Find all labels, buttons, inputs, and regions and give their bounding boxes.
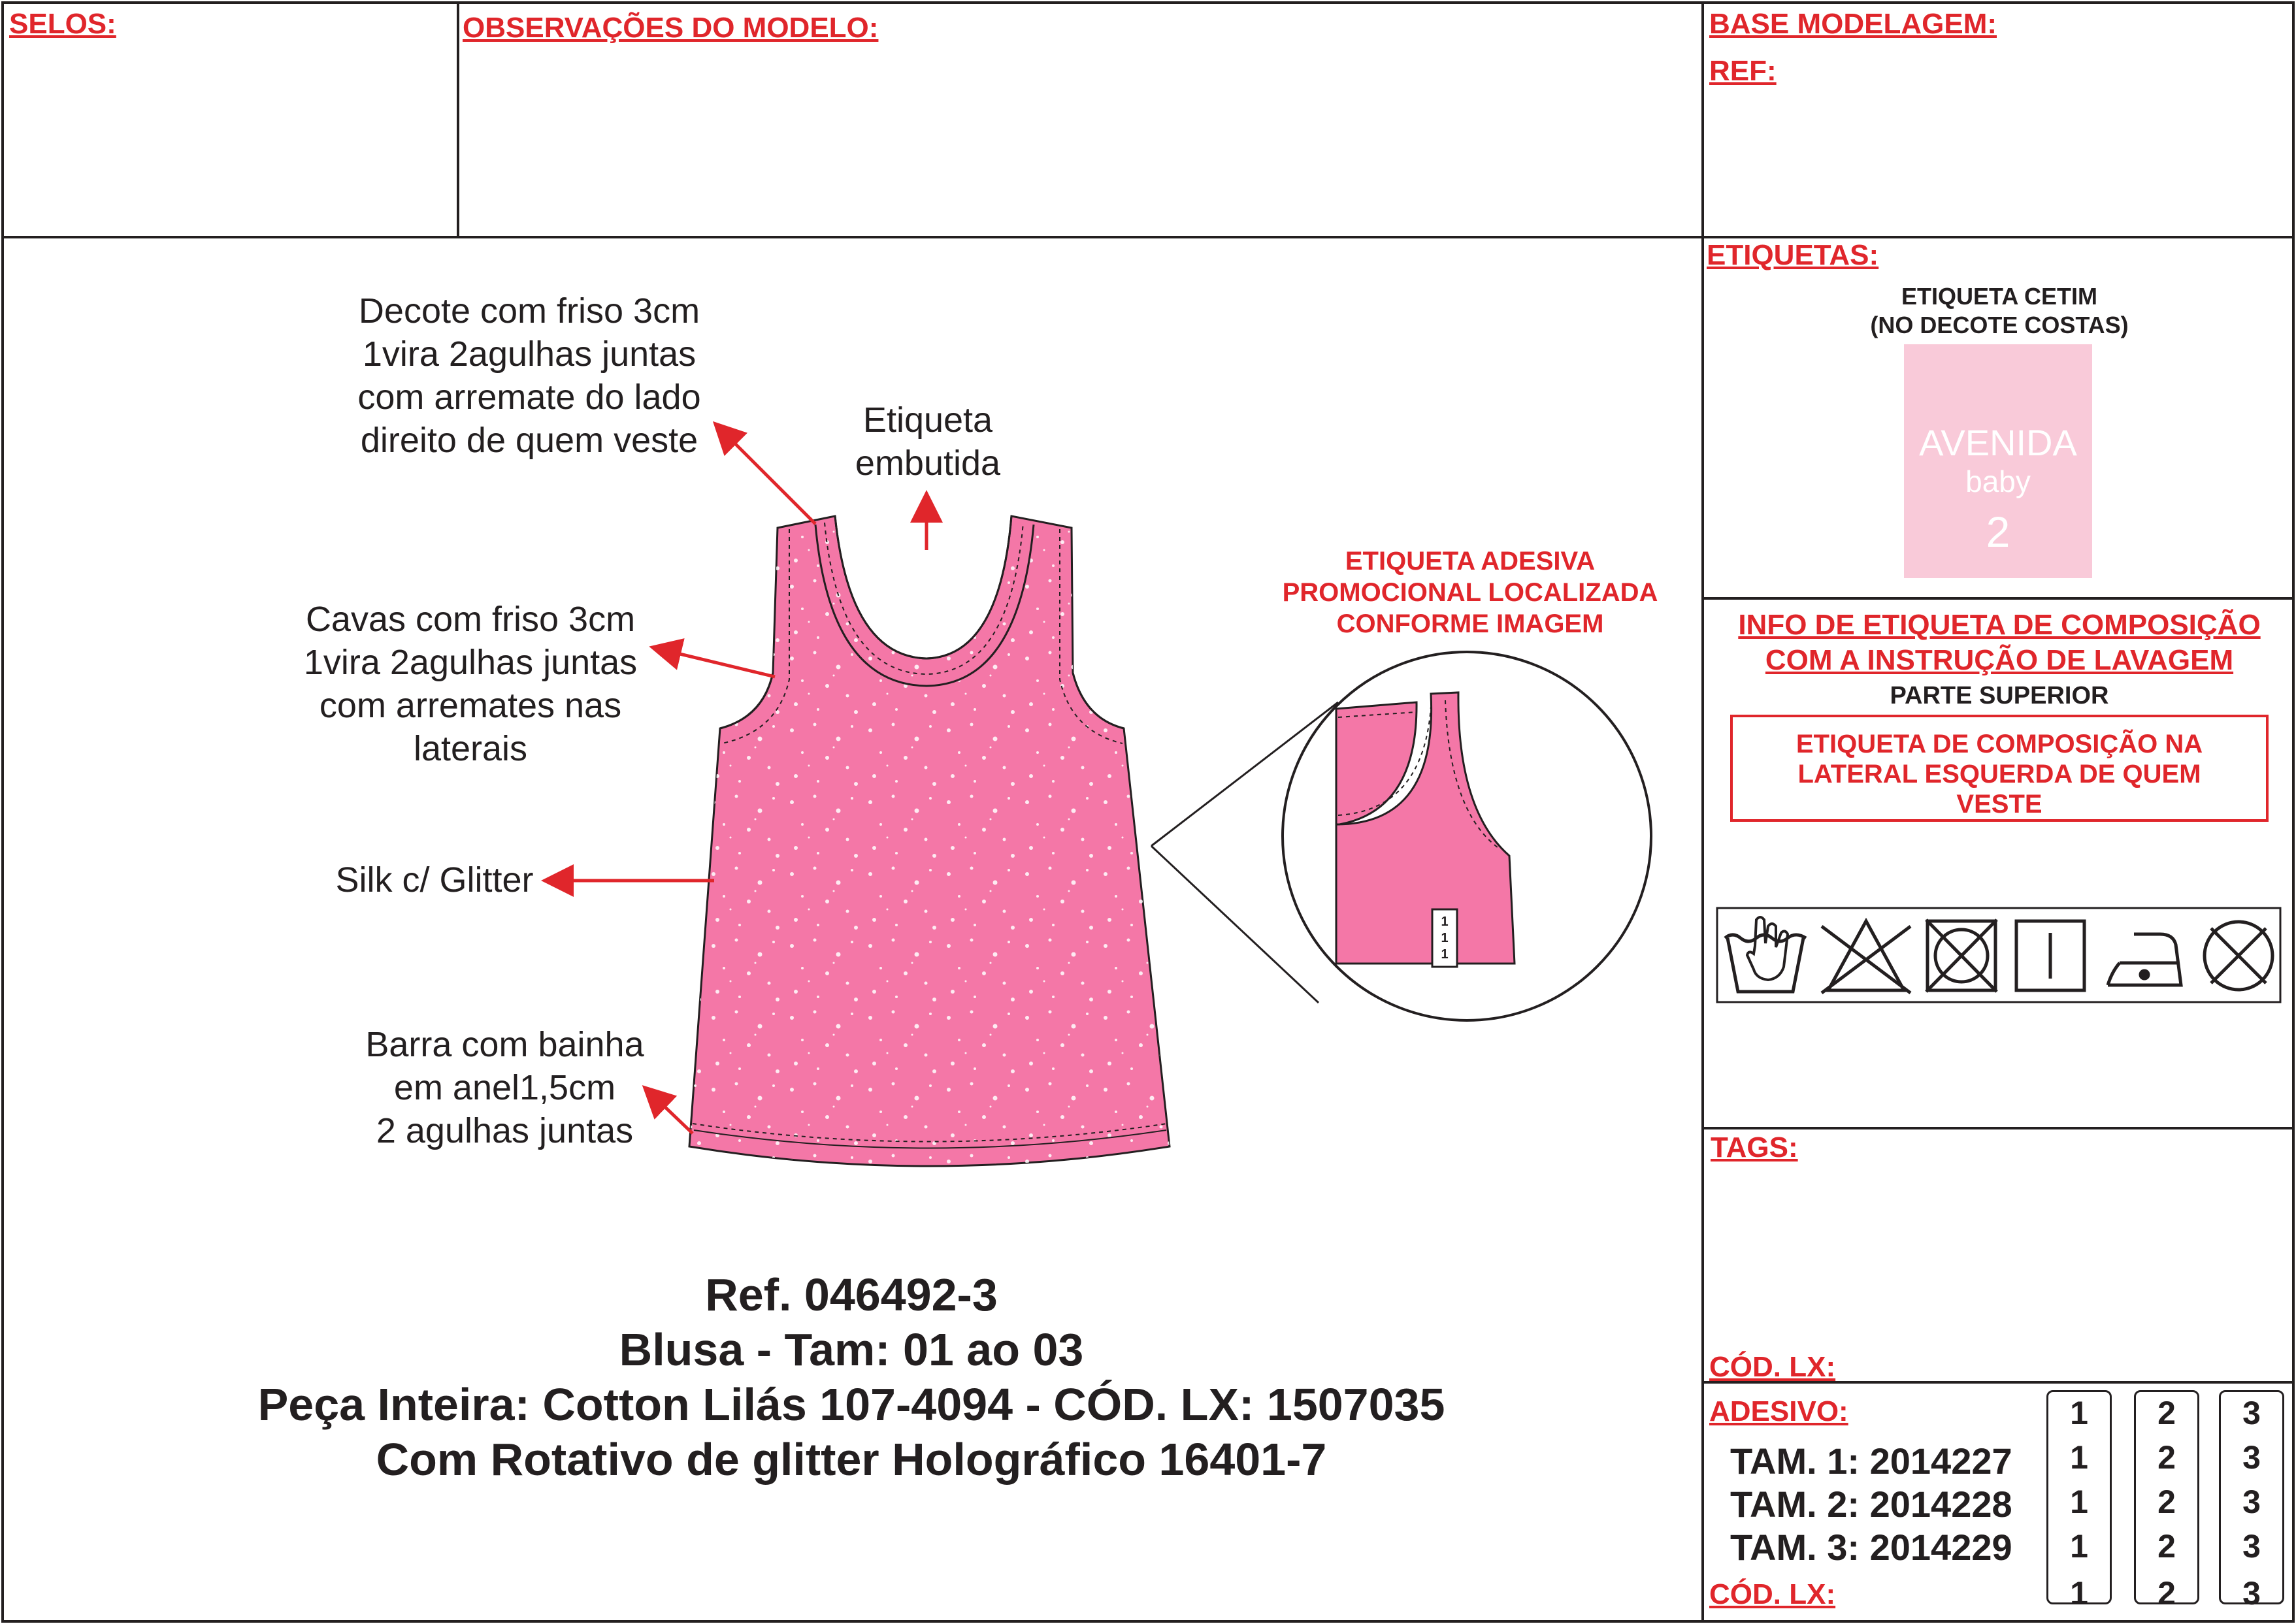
- brand-sub: baby: [1965, 464, 2031, 498]
- tags-label: TAGS:: [1711, 1131, 1798, 1163]
- base-modelagem-label: BASE MODELAGEM:: [1709, 8, 1997, 40]
- cavas-arrow: [655, 648, 775, 677]
- product-fabric: Peça Inteira: Cotton Lilás 107-4094 - CÓD. LX: 1507035: [257, 1379, 1445, 1430]
- adesivo-row: TAM. 2: 2014228: [1730, 1484, 2012, 1525]
- adesivo-label: ADESIVO:: [1709, 1395, 1848, 1427]
- detail-tag-digit: 1: [1441, 915, 1449, 929]
- adesivo-row: TAM. 1: 2014227: [1730, 1440, 2012, 1482]
- adesivo-cod-lx-label: CÓD. LX:: [1709, 1578, 1836, 1610]
- size-number: 1: [2070, 1484, 2088, 1520]
- observacoes-label: OBSERVAÇÕES DO MODELO:: [463, 12, 879, 44]
- size-number: 2: [2157, 1439, 2176, 1476]
- size-number: 3: [2242, 1575, 2261, 1612]
- size-number: 3: [2242, 1528, 2261, 1565]
- brand-name: AVENIDA: [1919, 422, 2077, 463]
- cavas-note: Cavas com friso 3cm 1vira 2agulhas juntas com arremates nas laterais: [303, 600, 638, 768]
- product-title: Blusa - Tam: 01 ao 03: [619, 1324, 1084, 1375]
- tags-divider: [1701, 1127, 2295, 1129]
- detail-zoom: [1151, 652, 1651, 1020]
- selos-label: SELOS:: [9, 8, 116, 40]
- barra-note: Barra com bainha em anel1,5cm 2 agulhas juntas: [365, 1025, 644, 1150]
- size-number: 3: [2242, 1395, 2261, 1431]
- size-number: 1: [2070, 1395, 2088, 1431]
- etiqueta-adesiva-note: ETIQUETA ADESIVA PROMOCIONAL LOCALIZADA CONFORME IMAGEM: [1282, 547, 1658, 638]
- silk-note: Silk c/ Glitter: [335, 860, 534, 900]
- product-print: Com Rotativo de glitter Holográfico 16401-7: [376, 1434, 1327, 1485]
- tank-top-front: [689, 516, 1170, 1166]
- cetim-title: ETIQUETA CETIM (NO DECOTE COSTAS): [1870, 283, 2129, 338]
- composicao-subtitle: PARTE SUPERIOR: [1890, 682, 2109, 709]
- product-ref: Ref. 046492-3: [705, 1269, 998, 1320]
- size-number: 1: [2070, 1528, 2088, 1565]
- size-number: 3: [2242, 1439, 2261, 1476]
- adesivo-row: TAM. 3: 2014229: [1730, 1527, 2012, 1568]
- brand-size: 2: [1986, 508, 2010, 556]
- ref-label: REF:: [1709, 55, 1777, 87]
- size-number: 2: [2157, 1575, 2176, 1612]
- size-number: 2: [2157, 1395, 2176, 1431]
- etiqueta-embutida-note: Etiqueta embutida: [855, 400, 1001, 483]
- etiquetas-divider: [1701, 597, 2295, 600]
- size-number: 2: [2157, 1528, 2176, 1565]
- detail-tag-digit: 1: [1441, 947, 1449, 962]
- tags-cod-lx-label: CÓD. LX:: [1709, 1351, 1836, 1383]
- composicao-box: ETIQUETA DE COMPOSIÇÃO NA LATERAL ESQUERDA DE QUEM VESTE: [1730, 715, 2269, 822]
- care-symbols: [1716, 907, 2282, 1003]
- size-number: 3: [2242, 1484, 2261, 1520]
- detail-tag-digit: 1: [1441, 931, 1449, 945]
- decote-note: Decote com friso 3cm 1vira 2agulhas juntas com arremate do lado direito de quem veste: [357, 291, 701, 460]
- size-number: 2: [2157, 1484, 2176, 1520]
- etiquetas-label: ETIQUETAS:: [1707, 239, 1879, 271]
- size-number: 1: [2070, 1575, 2088, 1612]
- composicao-title: INFO DE ETIQUETA DE COMPOSIÇÃO COM A INSTRUÇÃO DE LAVAGEM: [1738, 609, 2261, 676]
- do-not-tumble-dry-icon: [1926, 920, 1997, 992]
- satin-label-sample: [1904, 344, 2092, 578]
- size-number: 1: [2070, 1439, 2088, 1476]
